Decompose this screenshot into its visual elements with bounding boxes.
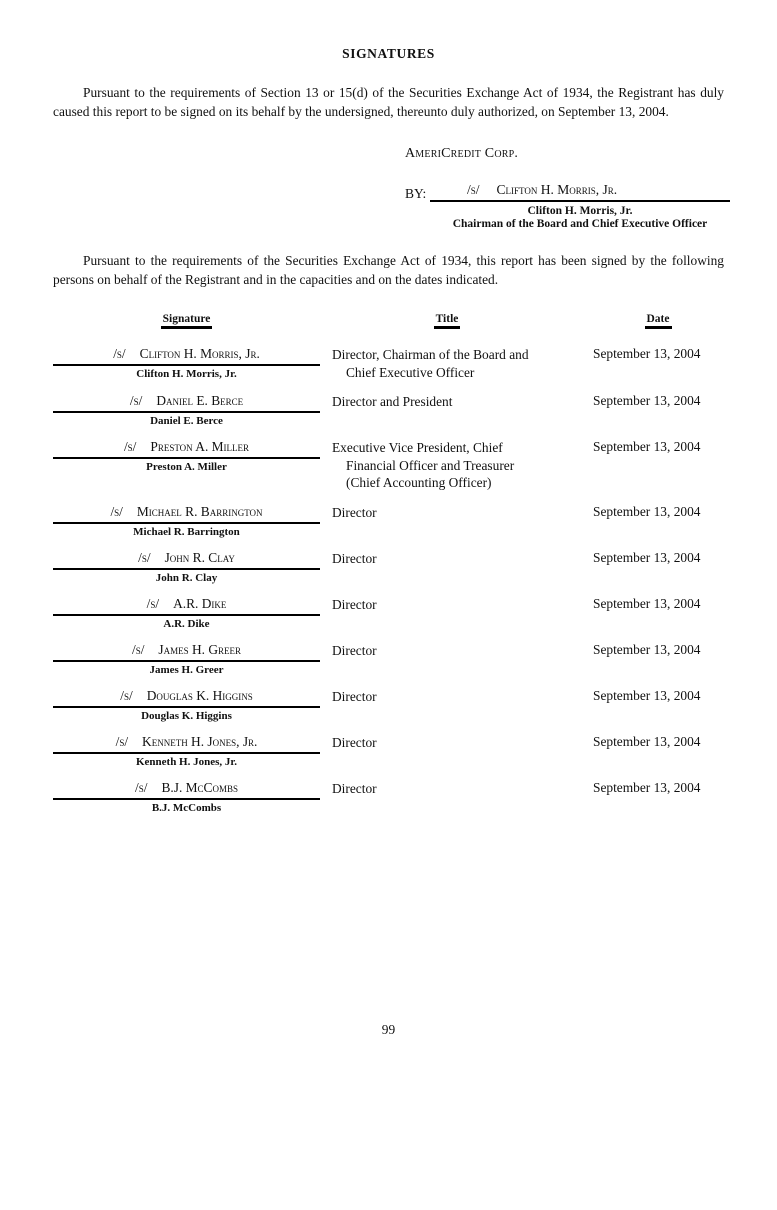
title-line: (Chief Accounting Officer) [346, 475, 492, 490]
sig-name: Daniel E. Berce [156, 393, 244, 408]
printed-name: Clifton H. Morris, Jr. [527, 205, 633, 217]
title-line: Executive Vice President, Chief [332, 440, 503, 455]
signatures-table [53, 309, 777, 814]
sig-prefix: /s/ [146, 595, 160, 611]
signature-cell [53, 780, 320, 814]
printed-name: Clifton H. Morris, Jr. [136, 368, 237, 380]
printed-name: James H. Greer [149, 663, 224, 676]
title-line: Director, Chairman of the Board and [332, 347, 529, 362]
sig-prefix: /s/ [113, 346, 126, 361]
date-cell: September 13, 2004 [593, 346, 701, 361]
signature-cell [53, 642, 320, 676]
header-title: Title [332, 309, 562, 329]
company-signing-block [405, 146, 735, 230]
date-cell: September 13, 2004 [593, 549, 701, 565]
title-cell [332, 346, 562, 381]
by-signature-row [405, 182, 735, 202]
printed-name: B.J. McCombs [151, 801, 222, 814]
date-cell: September 13, 2004 [593, 779, 701, 795]
page-title: SIGNATURES [342, 46, 435, 61]
table-row [53, 346, 777, 381]
title-line: Director [332, 642, 377, 658]
table-row [53, 734, 777, 768]
title-line: Director [332, 504, 377, 520]
table-row [53, 393, 777, 427]
title-cell [332, 734, 562, 752]
signature-line [53, 596, 320, 616]
title-cell [332, 642, 562, 660]
signature-cell [53, 393, 320, 427]
sig-name: B.J. McCombs [161, 779, 238, 795]
printed-name: Michael R. Barrington [133, 525, 240, 538]
signature-line [53, 734, 320, 754]
table-row [53, 596, 777, 630]
signature-cell [53, 688, 320, 722]
signature-line [53, 642, 320, 662]
company-name: AmeriCredit Corp. [405, 146, 519, 161]
table-row [53, 504, 777, 538]
table-row [53, 550, 777, 584]
signature-line [53, 346, 320, 366]
title-line: Director [332, 734, 377, 750]
sig-prefix: /s/ [138, 549, 151, 565]
page-number: 99 [381, 1022, 396, 1037]
title-cell [332, 688, 562, 706]
title-cell [332, 550, 562, 568]
title-cell [332, 596, 562, 614]
signature-line [53, 780, 320, 800]
sig-prefix: /s/ [120, 687, 133, 703]
title-line: Director [332, 550, 377, 566]
sig-prefix: /s/ [467, 182, 480, 197]
sig-name: Douglas K. Higgins [146, 687, 253, 703]
title-line: Chief Executive Officer [346, 364, 475, 380]
table-row [53, 642, 777, 676]
capacities-paragraph: Pursuant to the requirements of the Securities Exchange Act of 1934, this report has been signed by the following persons on behalf of the Registrant and in the capacities and on the dates indicated. [53, 253, 724, 287]
date-cell: September 13, 2004 [593, 641, 701, 657]
printed-name: Douglas K. Higgins [141, 709, 232, 722]
signature-line [53, 439, 320, 459]
sig-name: A.R. Dike [173, 595, 227, 611]
table-row [53, 780, 777, 814]
signature-cell [53, 346, 320, 380]
signature-line [53, 393, 320, 413]
printed-name: Kenneth H. Jones, Jr. [135, 755, 238, 768]
company-printed-block [430, 205, 730, 230]
company-signature-line [430, 182, 730, 202]
sig-name: John R. Clay [164, 549, 235, 565]
printed-name: A.R. Dike [163, 617, 210, 630]
printed-name: Preston A. Miller [146, 461, 227, 473]
sig-name: Clifton H. Morris, Jr. [139, 346, 260, 361]
sig-name: Michael R. Barrington [136, 503, 263, 519]
title-line: Financial Officer and Treasurer [346, 457, 515, 473]
header-date: Date [593, 309, 723, 329]
title-line: Director [332, 688, 377, 704]
date-cell: September 13, 2004 [593, 733, 701, 749]
sig-prefix: /s/ [123, 439, 137, 454]
date-cell: September 13, 2004 [593, 393, 701, 408]
date-cell: September 13, 2004 [593, 503, 701, 519]
printed-title: Chairman of the Board and Chief Executive Officer [452, 218, 708, 230]
signature-cell [53, 734, 320, 768]
sig-name: Clifton H. Morris, Jr. [496, 182, 618, 197]
table-header-row [53, 309, 777, 329]
intro-paragraph: Pursuant to the requirements of Section 13 or 15(d) of the Securities Exchange Act of 1934, the Registrant has duly caused this report to be signed on its behalf by the undersigned, thereunto duly authorized, on September 13, 2004. [53, 85, 724, 119]
date-cell: September 13, 2004 [593, 439, 701, 454]
sig-prefix: /s/ [110, 503, 123, 519]
signature-line [53, 504, 320, 524]
printed-name: John R. Clay [155, 571, 218, 584]
date-cell: September 13, 2004 [593, 687, 701, 703]
title-cell [332, 393, 562, 411]
signature-cell [53, 550, 320, 584]
by-label: BY: [405, 186, 427, 201]
title-cell [332, 780, 562, 798]
signature-line [53, 550, 320, 570]
title-line: Director [332, 596, 377, 612]
signature-cell [53, 504, 320, 538]
signature-line [53, 688, 320, 708]
title-cell [332, 504, 562, 522]
signature-cell [53, 596, 320, 630]
header-signature: Signature [53, 309, 320, 329]
document-page [0, 46, 777, 1210]
sig-prefix: /s/ [135, 779, 148, 795]
signature-cell [53, 439, 320, 473]
printed-name: Daniel E. Berce [150, 415, 223, 427]
title-line: Director [332, 780, 377, 796]
title-cell [332, 439, 562, 492]
sig-prefix: /s/ [129, 393, 143, 408]
date-cell: September 13, 2004 [593, 595, 701, 611]
sig-name: Kenneth H. Jones, Jr. [142, 733, 258, 749]
table-row [53, 439, 777, 492]
sig-prefix: /s/ [131, 641, 145, 657]
sig-prefix: /s/ [115, 733, 129, 749]
table-row [53, 688, 777, 722]
title-line: Director and President [332, 394, 453, 409]
sig-name: James H. Greer [158, 641, 242, 657]
sig-name: Preston A. Miller [150, 439, 250, 454]
